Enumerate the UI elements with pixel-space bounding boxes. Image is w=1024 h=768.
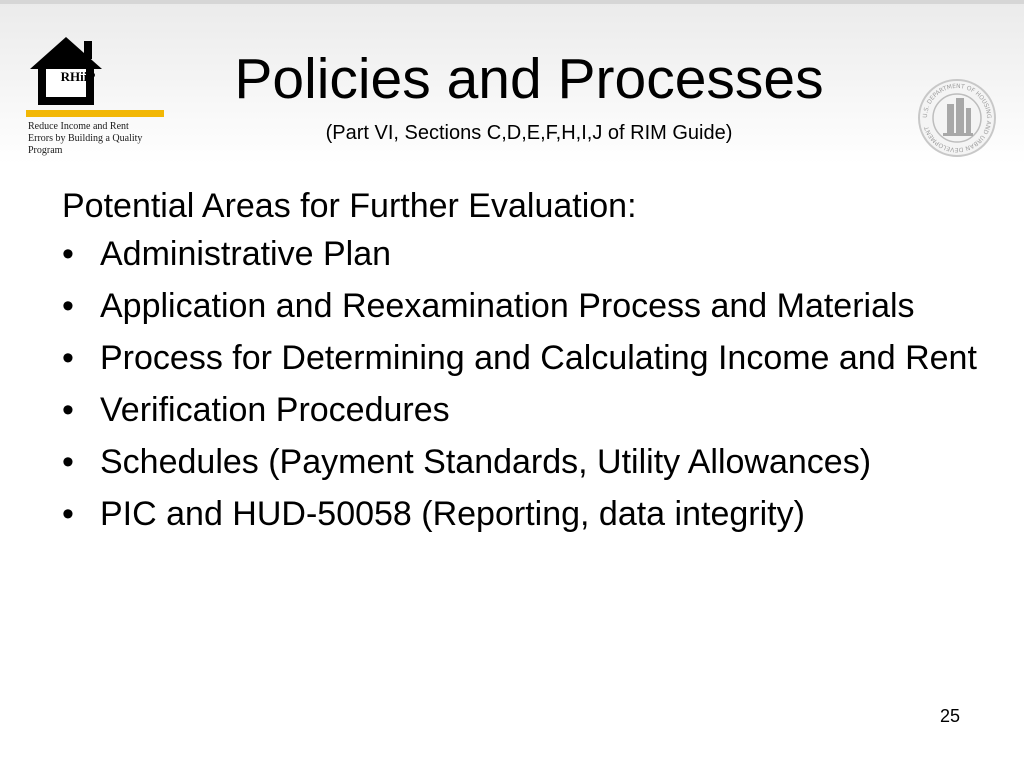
slide-content: [62, 186, 982, 544]
seal-text: U.S. DEPARTMENT OF HOUSING AND URBAN DEVELOPMENT: [921, 82, 993, 154]
list-item-text: Process for Determining and Calculating Income and Rent: [100, 339, 977, 377]
bullet-list: [62, 232, 982, 536]
hud-seal-icon: [917, 78, 997, 158]
logo-name: RHiiP: [60, 69, 96, 84]
list-item-text: Application and Reexamination Process and Materials: [100, 287, 915, 325]
bullet-icon: •: [62, 443, 74, 481]
logo-tagline: [28, 121, 178, 157]
list-item: [62, 336, 982, 380]
page-number: 25: [939, 706, 961, 726]
bullet-icon: •: [62, 235, 74, 273]
list-item-text: PIC and HUD-50058 (Reporting, data integrity): [100, 495, 805, 533]
logo-tagline-line: Errors by Building a Quality: [28, 133, 143, 144]
rhiip-logo: [26, 33, 166, 163]
list-item: [62, 388, 982, 432]
bullet-icon: •: [62, 287, 74, 325]
logo-tagline-line: Reduce Income and Rent: [28, 121, 129, 132]
list-item: [62, 492, 982, 536]
logo-tagline-line: Program: [28, 145, 63, 156]
slide-title: Policies and Processes: [234, 47, 824, 111]
slide-subtitle: (Part VI, Sections C,D,E,F,H,I,J of RIM Guide): [325, 122, 733, 144]
bullet-icon: •: [62, 391, 74, 429]
list-item: [62, 440, 982, 484]
list-item-text: Administrative Plan: [100, 235, 392, 273]
content-lead: Potential Areas for Further Evaluation:: [62, 187, 637, 225]
list-item: [62, 232, 982, 276]
list-item: [62, 284, 982, 328]
list-item-text: Verification Procedures: [100, 391, 450, 429]
logo-accent-bar: [26, 110, 164, 117]
bullet-icon: •: [62, 495, 74, 533]
bullet-icon: •: [62, 339, 74, 377]
list-item-text: Schedules (Payment Standards, Utility Allowances): [100, 443, 872, 481]
